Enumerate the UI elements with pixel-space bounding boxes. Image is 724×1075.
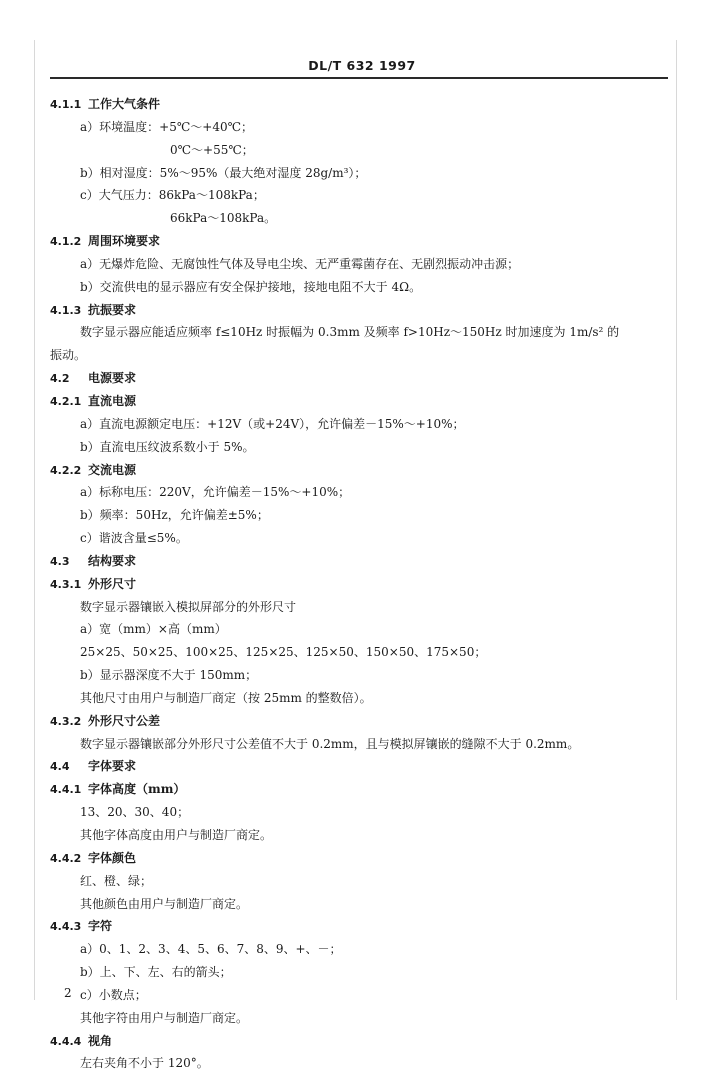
section-heading (50, 459, 670, 482)
page-edge-left (34, 40, 35, 1000)
section-number: 4.2.2 (50, 463, 82, 477)
text-line (50, 184, 670, 207)
line-text: 其他字体高度由用户与制造厂商定。 (80, 828, 273, 842)
header-rule (50, 77, 668, 79)
section-heading (50, 230, 670, 253)
text-line (50, 961, 670, 984)
section-heading (50, 710, 670, 733)
text-line (50, 870, 670, 893)
section-heading (50, 755, 670, 778)
section-heading (50, 1030, 670, 1053)
line-text: a）0、1、2、3、4、5、6、7、8、9、+、－； (80, 942, 342, 957)
line-text: 13、20、30、40； (80, 805, 190, 820)
line-text: a）宽（mm）×高（mm） (80, 622, 227, 637)
section-number: 4.1.2 (50, 235, 82, 249)
line-text: 其他颜色由用户与制造厂商定。 (80, 896, 249, 911)
text-line (50, 527, 670, 550)
text-line (50, 1052, 670, 1075)
section-title: 视角 (88, 1033, 113, 1048)
text-line (50, 733, 670, 756)
section-number: 4.1.1 (50, 98, 82, 111)
section-title: 工作大气条件 (88, 97, 161, 111)
section-title: 字体颜色 (88, 850, 137, 865)
text-line (50, 687, 670, 710)
running-header: DL/T 632 1997 (308, 58, 416, 73)
section-number: 4.4 (50, 760, 70, 774)
line-text: 左右夹角不小于 120°。 (80, 1056, 209, 1071)
line-text: a）无爆炸危险、无腐蚀性气体及导电尘埃、无严重霉菌存在、无剧烈振动冲击源； (80, 256, 520, 271)
line-text: a）环境温度：+5℃～+40℃； (80, 119, 254, 134)
text-line (50, 664, 670, 687)
section-heading (50, 550, 670, 573)
line-text: 数字显示器镶嵌入模拟屏部分的外形尺寸 (80, 599, 297, 614)
section-title: 外形尺寸公差 (88, 713, 161, 728)
line-text: 0℃～+55℃； (170, 142, 254, 157)
section-number: 4.2.1 (50, 394, 82, 408)
line-text: a）标称电压：220V，允许偏差－15%～+10%； (80, 485, 351, 500)
section-title: 结构要求 (88, 553, 137, 568)
line-text: c）小数点； (80, 987, 147, 1002)
line-text: 振动。 (50, 348, 87, 363)
line-text: 数字显示器镶嵌部分外形尺寸公差值不大于 0.2mm，且与模拟屏镶嵌的缝隙不大于 0.2mm。 (80, 736, 580, 751)
text-line (50, 938, 670, 961)
text-line (50, 344, 670, 367)
line-text: b）交流供电的显示器应有安全保护接地，接地电阻不大于 4Ω。 (80, 279, 422, 294)
text-line (50, 801, 670, 824)
line-text: b）上、下、左、右的箭头； (80, 965, 232, 980)
section-number: 4.1.3 (50, 303, 82, 317)
text-line (50, 162, 670, 185)
section-number: 4.4.4 (50, 1034, 82, 1048)
section-title: 字体要求 (88, 759, 137, 774)
text-line (50, 504, 670, 527)
section-number: 4.3 (50, 554, 70, 568)
line-text: 数字显示器应能适应频率 f≤10Hz 时振幅为 0.3mm 及频率 f>10Hz～150Hz 时加速度为 1m/s² 的 (80, 325, 620, 340)
section-title: 电源要求 (88, 371, 137, 386)
text-line (50, 641, 670, 664)
line-text: 66kPa～108kPa。 (170, 211, 277, 226)
section-heading (50, 915, 670, 938)
line-text: 红、橙、绿； (80, 873, 153, 888)
section-heading (50, 573, 670, 596)
section-title: 周围环境要求 (88, 234, 161, 249)
section-heading (50, 390, 670, 413)
page-number: 2 (64, 986, 72, 1000)
section-number: 4.4.3 (50, 920, 82, 934)
section-heading (50, 847, 670, 870)
text-line (50, 413, 670, 436)
text-line (50, 116, 670, 139)
line-text: b）相对湿度：5%～95%（最大绝对湿度 28g/m³）； (80, 165, 367, 180)
section-heading (50, 367, 670, 390)
section-heading (50, 93, 670, 116)
text-line (50, 824, 670, 847)
line-text: b）显示器深度不大于 150mm； (80, 668, 258, 683)
text-line (50, 618, 670, 641)
line-text: a）直流电源额定电压：+12V（或+24V），允许偏差－15%～+10%； (80, 416, 465, 431)
text-line (50, 276, 670, 299)
text-line (50, 893, 670, 916)
section-title: 直流电源 (88, 393, 137, 408)
section-title: 字体高度（mm） (88, 782, 186, 797)
line-text: 25×25、50×25、100×25、125×25、125×50、150×50、175×50； (80, 645, 487, 660)
section-number: 4.4.1 (50, 783, 82, 797)
section-heading (50, 778, 670, 801)
text-line (50, 321, 670, 344)
line-text: c）大气压力：86kPa～108kPa； (80, 188, 265, 203)
section-number: 4.3.1 (50, 577, 82, 591)
section-title: 外形尺寸 (88, 576, 137, 591)
line-text: 其他字符由用户与制造厂商定。 (80, 1010, 249, 1025)
page-edge-right (676, 40, 677, 1000)
text-line (50, 253, 670, 276)
section-title: 抗振要求 (88, 302, 137, 317)
section-heading (50, 299, 670, 322)
section-title: 交流电源 (88, 462, 137, 477)
text-line (50, 436, 670, 459)
text-line (50, 984, 670, 1007)
section-title: 字符 (88, 919, 113, 934)
section-number: 4.3.2 (50, 714, 82, 728)
text-line (50, 481, 670, 504)
section-number: 4.4.2 (50, 851, 82, 865)
section-number: 4.2 (50, 372, 70, 386)
line-text: b）频率：50Hz，允许偏差±5%； (80, 508, 269, 523)
line-text: c）谐波含量≤5%。 (80, 531, 188, 546)
line-text: 其他尺寸由用户与制造厂商定（按 25mm 的整数倍）。 (80, 690, 372, 705)
document-body (50, 93, 670, 1075)
text-line (50, 139, 670, 162)
line-text: b）直流电压纹波系数小于 5%。 (80, 439, 255, 454)
text-line (50, 1007, 670, 1030)
text-line (50, 207, 670, 230)
text-line (50, 596, 670, 619)
